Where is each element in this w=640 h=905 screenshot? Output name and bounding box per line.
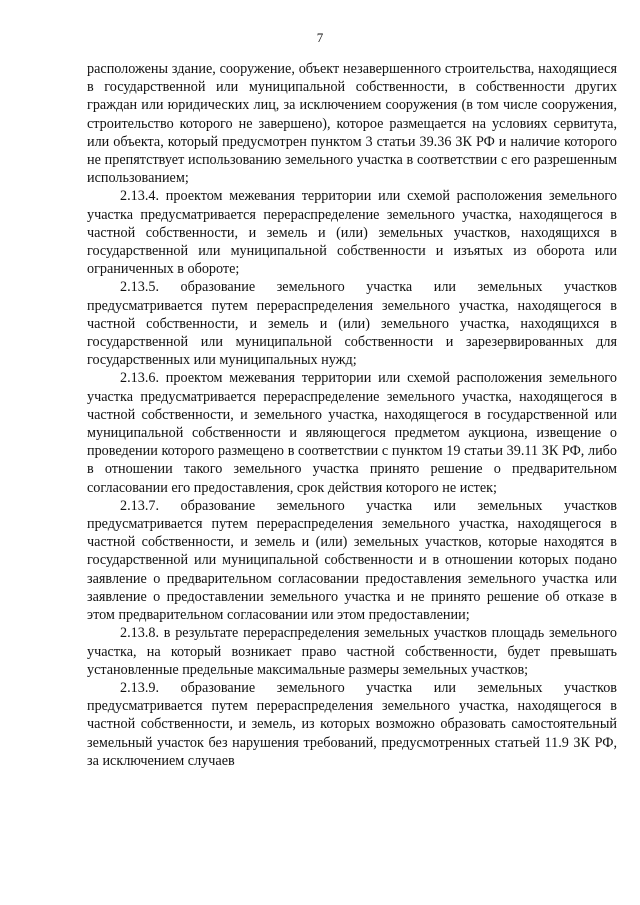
paragraph-2-13-6: 2.13.6. проектом межевания территории или схемой расположения земельного участка предусматривается перераспределение земельного участка, находящегося в частной собственности, и земельного участка, находящегося в государственной или муниципальной собственности и являющегося предметом аукциона, извещение о проведении которого размещено в соответствии с пунктом 19 статьи 39.11 ЗК РФ, либо в отношении такого земельного участка принято решение о предварительном согласовании его предоставления, срок действия которого не истек; bbox=[87, 370, 617, 496]
paragraph-2-13-8: 2.13.8. в результате перераспределения земельных участков площадь земельного участка, на который возникает право частной собственности, будет превышать установленные предельные максимальные размеры земельных участков; bbox=[87, 625, 617, 678]
paragraph-continuation: расположены здание, сооружение, объект незавершенного строительства, находящиеся в государственной или муниципальной собственности, в собственности других граждан или юридических лиц, за исключением сооружения (в том числе сооружения, строительство которого не завершено), которое размещается на условиях сервитута, или объекта, который предусмотрен пунктом 3 статьи 39.36 ЗК РФ и наличие которого не препятствует использованию земельного участка в соответствии с его разрешенным использованием; bbox=[87, 61, 617, 187]
paragraph-2-13-9: 2.13.9. образование земельного участка или земельных участков предусматривается путем перераспределения земельного участка, находящегося в частной собственности, и земель, из которых возможно образовать самостоятельный земельный участок без нарушения требований, предусмотренных статьей 11.9 ЗК РФ, за исключением случаев bbox=[87, 679, 617, 769]
paragraph-2-13-4: 2.13.4. проектом межевания территории или схемой расположения земельного участка предусматривается перераспределение земельного участка, находящегося в частной собственности, и земель и (или) земельных участков, находящихся в государственной или муниципальной собственности и изъятых из оборота или ограниченных в обороте; bbox=[87, 188, 617, 278]
document-body bbox=[87, 60, 617, 770]
paragraph-2-13-7: 2.13.7. образование земельного участка или земельных участков предусматривается путем перераспределения земельного участка, находящегося в частной собственности, и земель и (или) земельных участков, которые находятся в государственной или муниципальной собственности и в отношении которых подано заявление о предварительном согласовании предоставления земельного участка или заявление о предоставлении земельного участка и не принято решение об отказе в этом предварительном согласовании или этом предоставлении; bbox=[87, 497, 617, 624]
paragraph-2-13-5: 2.13.5. образование земельного участка или земельных участков предусматривается путем перераспределения земельного участка, находящегося в частной собственности, и земель и (или) земельного участка, находящихся в государственной или муниципальной собственности и зарезервированных для государственных или муниципальных нужд; bbox=[87, 279, 617, 369]
page-number: 7 bbox=[316, 30, 324, 45]
